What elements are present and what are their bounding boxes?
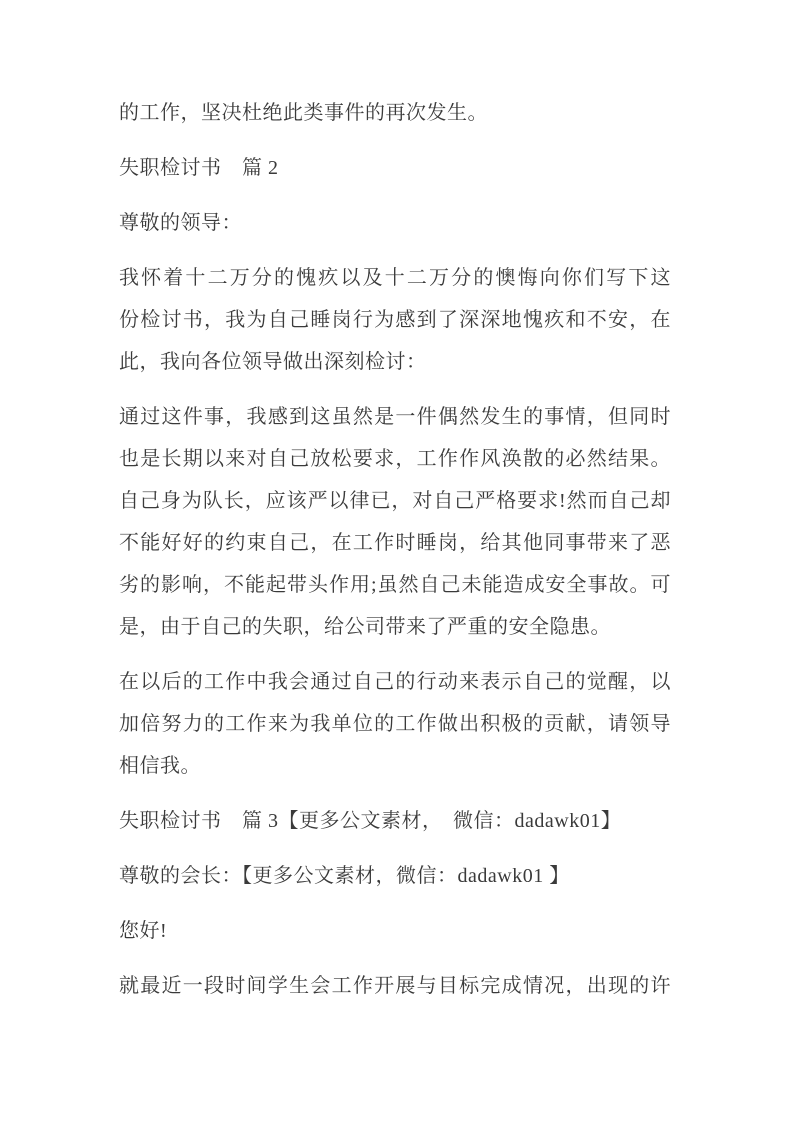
document-body: [119, 92, 671, 1020]
text-line: 加倍努力的工作来为我单位的工作做出积极的贡献，请领导: [119, 713, 671, 735]
text-line: 失职检讨书 篇 2: [119, 157, 279, 179]
section-heading-part-2: [119, 147, 671, 189]
text-line: 失职检讨书 篇 3【更多公文素材， 微信：dadawk01】: [119, 810, 622, 832]
text-line: 尊敬的会长：【更多公文素材，微信：dadawk01 】: [119, 865, 570, 887]
text-line: 尊敬的领导：: [119, 212, 242, 234]
text-line: 此，我向各位领导做出深刻检讨：: [119, 351, 427, 373]
paragraph-apology-intro: [119, 257, 671, 383]
text-line: 自己身为队长，应该严以律已，对自己严格要求!然而自己却: [119, 490, 671, 512]
paragraph-continuation: [119, 92, 671, 134]
text-line: 您好!: [119, 920, 168, 942]
text-line: 不能好好的约束自己，在工作时睡岗，给其他同事带来了恶: [119, 532, 671, 554]
greeting: [119, 910, 671, 952]
text-line: 相信我。: [119, 755, 201, 777]
text-line: 是，由于自己的失职，给公司带来了严重的安全隐患。: [119, 616, 611, 638]
text-line: 份检讨书，我为自己睡岗行为感到了深深地愧疚和不安，在: [119, 309, 671, 331]
paragraph-promise: [119, 661, 671, 787]
salutation-leaders: [119, 202, 671, 244]
text-line: 劣的影响，不能起带头作用;虽然自己未能造成安全事故。可: [119, 574, 671, 596]
paragraph-student-union-cutoff: [119, 965, 671, 1007]
text-line: 也是长期以来对自己放松要求，工作作风涣散的必然结果。: [119, 448, 671, 470]
text-line: 的工作，坚决杜绝此类事件的再次发生。: [119, 102, 488, 124]
text-line: 就最近一段时间学生会工作开展与目标完成情况，出现的许: [119, 975, 671, 997]
text-line: 在以后的工作中我会通过自己的行动来表示自己的觉醒，以: [119, 671, 671, 693]
salutation-president: [119, 855, 671, 897]
text-line: 通过这件事，我感到这虽然是一件偶然发生的事情，但同时: [119, 406, 671, 428]
paragraph-self-reflection: [119, 396, 671, 648]
section-heading-part-3: [119, 800, 671, 842]
text-line: 我怀着十二万分的愧疚以及十二万分的懊悔向你们写下这: [119, 267, 671, 289]
